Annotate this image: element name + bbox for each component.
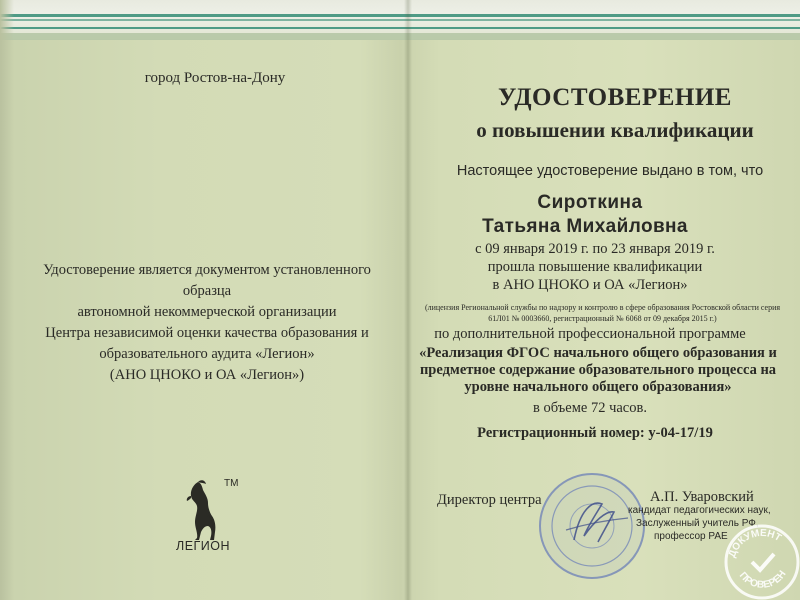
director-label: Директор центра: [437, 492, 542, 508]
director-title-line: кандидат педагогических наук,: [628, 505, 771, 516]
training-dates: с 09 января 2019 г. по 23 января 2019 г.: [475, 241, 715, 257]
center-fold: [404, 0, 412, 600]
top-stripe: [0, 27, 800, 29]
logo-text: ЛЕГИОН: [176, 539, 231, 553]
description-line: Центра независимой оценки качества образования и: [45, 325, 369, 341]
trademark-label: TM: [224, 478, 239, 489]
license-line: (лицензия Региональной службы по надзору и контролю в сфере образования Ростовской области серия: [424, 303, 781, 312]
description-line: Удостоверение является документом установленного образца: [43, 262, 371, 299]
top-stripe: [0, 33, 800, 40]
holder-surname: Сироткина: [537, 192, 643, 213]
registration-number: Регистрационный номер: у-04-17/19: [477, 425, 713, 441]
city-label: город Ростов-на-Дону: [144, 70, 286, 86]
description-line: (АНО ЦНОКО и ОА «Легион»): [109, 367, 305, 383]
svg-text:ПРОВЕРЕН: [737, 569, 789, 591]
program-lead: по дополнительной профессиональной программе: [434, 326, 746, 342]
training-organization: в АНО ЦНОКО и ОА «Легион»: [492, 277, 688, 293]
training-status: прошла повышение квалификации: [487, 259, 703, 275]
program-line: уровне начального общего образования»: [464, 379, 732, 395]
top-stripe: [0, 14, 800, 17]
program-line: предметное содержание образовательного процесса на: [419, 362, 777, 378]
license-line: 61Л01 № 0003660, регистрационный № 6068 от 09 декабря 2015 г.): [488, 314, 717, 323]
license-note: [405, 302, 800, 324]
issuer-description: [22, 260, 392, 386]
svg-text:ДОКУМЕНТ: [727, 528, 783, 559]
program-hours: в объеме 72 часов.: [533, 400, 647, 416]
description-line: автономной некоммерческой организации: [77, 304, 337, 320]
document-subtitle: о повышении квалификации: [476, 118, 754, 142]
description-line: образовательного аудита «Легион»: [99, 346, 315, 362]
program-line: «Реализация ФГОС начального общего образования и: [419, 345, 777, 361]
top-stripe: [0, 19, 800, 21]
document-verified-watermark-icon: [722, 522, 800, 600]
director-name: А.П. Уваровский: [650, 489, 754, 505]
program-title: [408, 345, 788, 396]
page-edge: [0, 0, 14, 600]
director-title-line: Заслуженный учитель РФ,: [636, 518, 759, 529]
holder-name: Татьяна Михайловна: [482, 216, 688, 237]
watermark-line: ПРОВЕРЕН: [736, 568, 789, 591]
director-title-line: профессор РАЕ: [654, 531, 728, 542]
intro-text: Настоящее удостоверение выдано в том, что: [456, 163, 764, 179]
document-title: УДОСТОВЕРЕНИЕ: [498, 84, 732, 111]
watermark-line: ДОКУМЕНТ: [726, 527, 783, 559]
